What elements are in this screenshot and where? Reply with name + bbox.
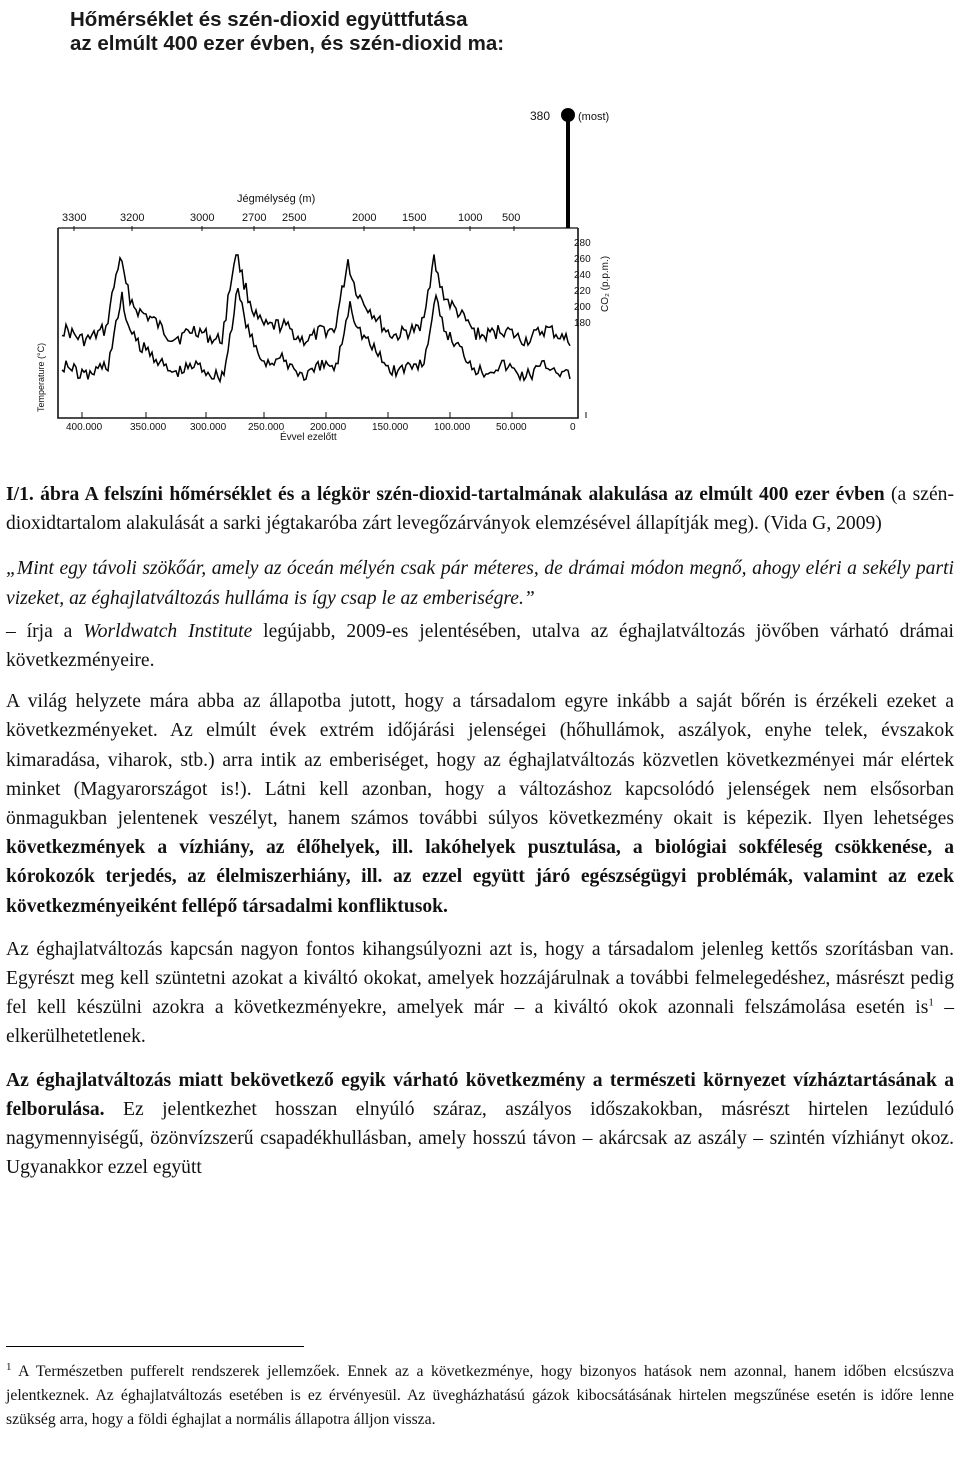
year-tick-50.000: 50.000 — [496, 422, 527, 433]
temperature-trace — [62, 288, 570, 381]
paragraph-double-pressure-end: – elkerülhetetlenek. — [6, 997, 954, 1048]
paragraph-consequences-text: A világ helyzete mára abba az állapotba jutott, hogy a társadalom egyre inkább a saját bőrén is érzékeli ezeket a következményeket. Az elmúlt évek extrém időjárási jelenségei (hőhullámok, aszályok, enyhe telek, évszakok kimaradása, viharok, stb.) arra intik az emberiséget, hogy az éghajlatváltozás közvetlen következményei már elértek minket (Magyarországot is!). Látni kell azonban, hogy a változáshoz kapcsolódó jelenségek nem elsősorban önmagukban jelentenek veszélyt, hanem számos további súlyos következmény okait is képezik. Ilyen lehetséges — [6, 691, 954, 830]
co2-ticks — [574, 238, 591, 329]
quote-attribution — [6, 617, 954, 675]
co2-tick-180: 180 — [574, 318, 591, 329]
co2-tick-280: 280 — [574, 238, 591, 249]
article-body — [6, 480, 954, 1196]
year-axis-label: Évvel ezelőtt — [280, 432, 337, 443]
footnote-number: 1 — [6, 1360, 12, 1373]
now-co2-note: (most) — [578, 111, 610, 123]
caption-label: I/1. ábra A felszíni hőmérséklet és a légkör szén-dioxid-tartalmának alakulása az elmúlt 400 ezer évben — [6, 484, 885, 505]
footnote-reference: 1 — [928, 996, 934, 1009]
depth-tick-2700: 2700 — [242, 212, 267, 224]
climate-figure — [30, 0, 630, 462]
figure-caption — [6, 480, 954, 538]
attribution-pre: – írja a — [6, 620, 84, 642]
year-tick-300.000: 300.000 — [190, 422, 227, 433]
figure-title: Hőmérséklet és szén-dioxid együttfutása az elmúlt 400 ezer évben, és szén-dioxid ma: — [70, 8, 505, 55]
depth-tick-3000: 3000 — [190, 212, 215, 224]
now-co2-dot — [561, 108, 575, 122]
temperature-axis-label: Temperature (°C) — [36, 342, 46, 412]
figure-traces — [62, 255, 570, 382]
paragraph-water-balance — [6, 1066, 954, 1183]
now-co2-label: 380 — [530, 109, 551, 123]
co2-axis-label: CO₂ (p.p.m.) — [600, 255, 611, 312]
footnote-text: A Természetben pufferelt rendszerek jellemzőek. Ennek az a következménye, hogy bizonyos hatások nem azonnal, hanem időben elcsúszva jelentkeznek. Az éghajlatváltozás esetében is ez érvényesül. Az üvegházhatású gázok kibocsátásának hirtelen megszűnése esetén is időre lenne szükség arra, hogy a földi éghajlat a normális állapotra álljon vissza. — [6, 1363, 954, 1428]
co2-tick-200: 200 — [574, 302, 591, 313]
depth-tick-500: 500 — [502, 212, 521, 224]
depth-tick-2000: 2000 — [352, 212, 377, 224]
co2-trace — [62, 255, 570, 347]
year-tick-0: 0 — [570, 422, 576, 433]
depth-tick-1000: 1000 — [458, 212, 483, 224]
year-tick-250.000: 250.000 — [248, 422, 285, 433]
paragraph-double-pressure — [6, 935, 954, 1052]
paragraph-water-balance-text: Ez jelentkezhet hosszan elnyúló száraz, aszályos időszakokban, másrészt hirtelen lezúduló nagymennyiségű, özönvízszerű csapadékhullásban, amely hosszú távon – akárcsak az aszály – szintén vízhiányt okoz. Ugyanakkor ezzel együtt — [6, 1098, 954, 1179]
paragraph-consequences — [6, 687, 954, 921]
depth-tick-1500: 1500 — [402, 212, 427, 224]
paragraph-water-balance-bold: Az éghajlatváltozás miatt bekövetkező egyik várható következmény a természeti környezet vízháztartásának a felborulása. — [6, 1069, 954, 1120]
figure-plot — [30, 0, 630, 462]
year-tick-400.000: 400.000 — [66, 422, 103, 433]
depth-tick-3200: 3200 — [120, 212, 145, 224]
caption-text: (a szén-dioxidtartalom alakulását a sarki jégtakaróba zárt levegőzárványok elemzésével állapítják meg). (Vida G, 2009) — [6, 484, 954, 535]
year-tick-150.000: 150.000 — [372, 422, 409, 433]
co2-tick-220: 220 — [574, 286, 591, 297]
depth-tick-2500: 2500 — [282, 212, 307, 224]
year-ticks — [66, 412, 586, 433]
attribution-source: Worldwatch Institute — [83, 620, 253, 642]
co2-tick-240: 240 — [574, 270, 591, 281]
paragraph-consequences-bold: következmények a vízhiány, az élőhelyek, ill. lakóhelyek pusztulása, a biológiai sokféleség csökkenése, a kórokozók terjedés, az élelmiszerhiány, ill. az ezzel együtt járó egészségügyi problémák, valamint az ezek következményeiként fellépő társadalmi konfliktusok. — [6, 837, 954, 917]
year-tick-200.000: 200.000 — [310, 422, 347, 433]
plot-frame — [58, 228, 578, 418]
quote: „Mint egy távoli szökőár, amely az óceán mélyén csak pár méteres, de drámai módon megnő, ahogy eléri a sekély parti vizeket, az éghajlatváltozás hulláma is így csap le az emberiségre.” — [6, 558, 954, 609]
depth-tick-3300: 3300 — [62, 212, 87, 224]
depth-axis-label: Jégmélység (m) — [237, 193, 316, 205]
paragraph-double-pressure-text: Az éghajlatváltozás kapcsán nagyon fontos kihangsúlyozni azt is, hogy a társadalom jelenleg kettős szorításban van. Egyrészt meg kell szüntetni azokat a kiváltó okokat, amelyek hozzájárulnak a további felmelegedéshez, másrészt pedig fel kell készülni azokra a következményekre, amelyek már – a kiváltó okok azonnali felszámolása esetén is — [6, 938, 954, 1019]
footnote — [6, 1360, 954, 1431]
co2-tick-260: 260 — [574, 254, 591, 265]
footnote-separator — [6, 1346, 304, 1347]
year-tick-350.000: 350.000 — [130, 422, 167, 433]
year-tick-100.000: 100.000 — [434, 422, 471, 433]
attribution-post: legújabb, 2009-es jelentésében, utalva az éghajlatváltozás jövőben várható drámai következményeire. — [6, 620, 954, 672]
